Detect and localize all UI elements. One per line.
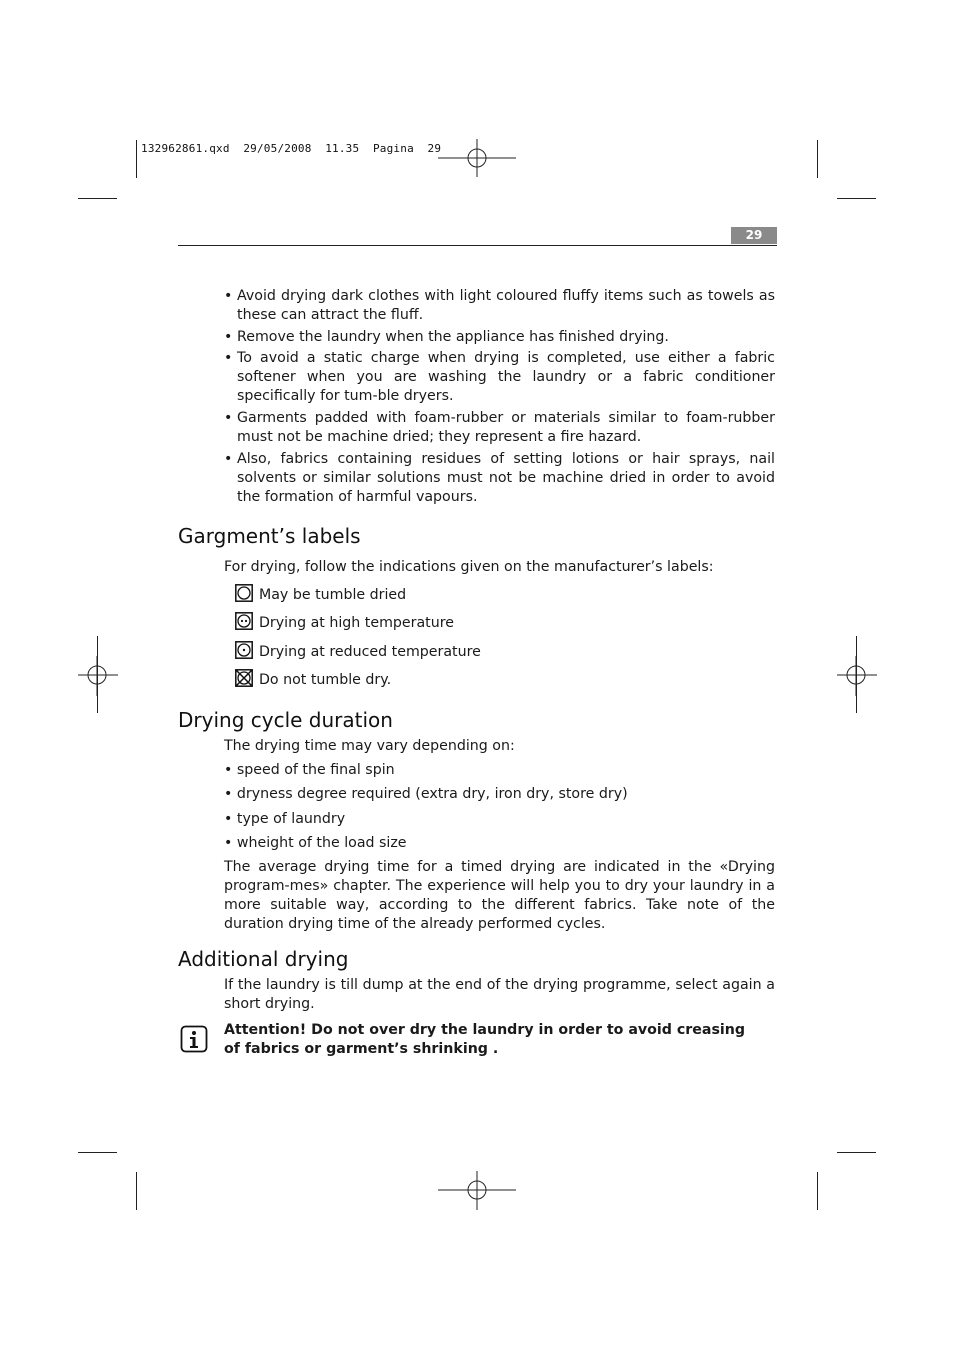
list-item: • Also, fabrics containing residues of setting lotions or hair sprays, nail solvents or similar solutions must not be machine dried in order to avoid the formation of harmful vapours. [224, 451, 775, 505]
list-item: • Remove the laundry when the appliance has finished drying. [224, 329, 669, 345]
list-item: • To avoid a static charge when drying is completed, use either a fabric softener when you are washing the laundry or a fabric conditioner specifically for tum-ble dryers. [224, 350, 775, 404]
page-number-badge: 29 [731, 227, 777, 244]
registration-mark-right [837, 656, 877, 696]
tumble-dry-low-icon [235, 641, 253, 659]
list-item: • dryness degree required (extra dry, iron dry, store dry) [224, 786, 628, 802]
section-heading-duration: Drying cycle duration [178, 708, 393, 732]
header-rule [178, 245, 777, 246]
tumble-dry-high-icon [235, 612, 253, 630]
registration-mark-bottom [438, 1170, 516, 1212]
attention-note: Attention! Do not over dry the laundry in order to avoid creasing of fabrics or garment’s shrinking . [224, 1022, 746, 1057]
list-item: • Avoid drying dark clothes with light coloured fluffy items such as towels as these can attract the fluff. [224, 288, 775, 323]
print-slug: 132962861.qxd 29/05/2008 11.35 Pagina 29 [141, 142, 442, 155]
info-icon [180, 1025, 208, 1053]
registration-mark-left [78, 656, 118, 696]
additional-paragraph: If the laundry is till dump at the end of the drying programme, select again a short drying. [224, 977, 775, 1012]
labels-intro: For drying, follow the indications given on the manufacturer’s labels: [224, 559, 714, 575]
list-item: • speed of the final spin [224, 762, 395, 778]
list-item: • wheight of the load size [224, 835, 407, 851]
registration-mark-top [438, 137, 516, 179]
section-heading-additional: Additional drying [178, 947, 349, 971]
do-not-tumble-dry-icon [235, 669, 253, 687]
duration-intro: The drying time may vary depending on: [224, 738, 515, 754]
tumble-dry-icon [235, 584, 253, 602]
list-item: • type of laundry [224, 811, 346, 827]
list-item: • Garments padded with foam-rubber or materials similar to foam-rubber must not be machine dried; they represent a fire hazard. [224, 410, 775, 445]
duration-paragraph: The average drying time for a timed drying are indicated in the «Drying program-mes» chapter. The experience will help you to dry your laundry in a more suitable way, according to the different fabrics. Take note of the duration drying time of the already performed cycles. [224, 859, 775, 932]
section-heading-labels: Gargment’s labels [178, 524, 361, 548]
